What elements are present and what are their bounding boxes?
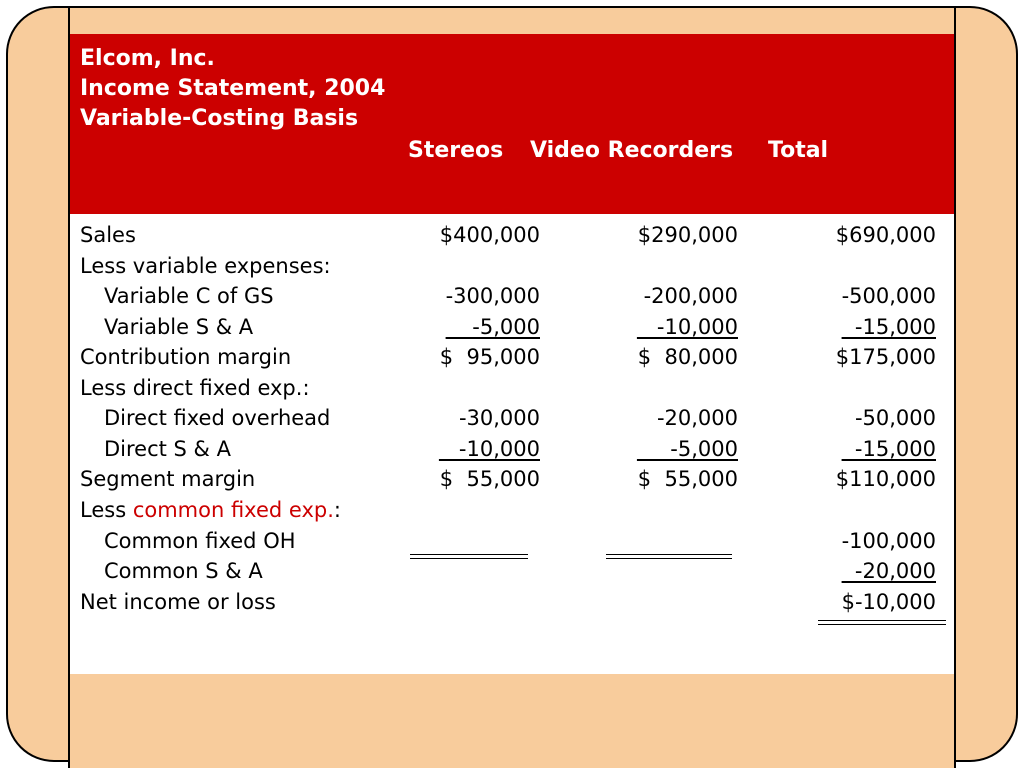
- total-value: -500,000: [841, 284, 936, 308]
- common-fixed-exp-highlight: common fixed exp.: [132, 498, 334, 522]
- total-double-rule: [818, 620, 946, 625]
- total-value: $-10,000: [841, 590, 936, 614]
- row-net-income: [70, 587, 954, 618]
- row-label: Segment margin: [80, 467, 256, 491]
- column-header-total: Total: [768, 138, 829, 163]
- total-value: $175,000: [835, 345, 936, 369]
- video-value: $ 80,000: [637, 345, 738, 369]
- total-value: -100,000: [841, 529, 936, 553]
- row-common-sa: [70, 556, 954, 587]
- row-label: Direct fixed overhead: [104, 406, 331, 430]
- video-double-rule: [606, 554, 732, 559]
- row-direct-sa: [70, 434, 954, 465]
- video-value: -5,000: [636, 437, 738, 461]
- total-value: $110,000: [835, 467, 936, 491]
- total-value: -50,000: [854, 406, 936, 430]
- total-value: -20,000: [841, 559, 936, 583]
- row-label: Direct S & A: [104, 437, 231, 461]
- row-variable-sa: [70, 312, 954, 343]
- total-value: -15,000: [841, 437, 936, 461]
- column-header-video-recorders: Video Recorders: [530, 138, 734, 163]
- row-label: [80, 495, 341, 526]
- label-prefix: Less: [80, 498, 133, 522]
- row-variable-cogs: [70, 281, 954, 312]
- row-label: Sales: [80, 223, 136, 247]
- row-label: Less variable expenses:: [80, 254, 331, 278]
- statement-body: [70, 214, 954, 674]
- stereos-value: $ 95,000: [439, 345, 540, 369]
- row-label: Variable C of GS: [104, 284, 274, 308]
- row-segment-margin: [70, 464, 954, 495]
- stereos-value: -300,000: [445, 284, 540, 308]
- video-value: -200,000: [643, 284, 738, 308]
- column-header-stereos: Stereos: [408, 138, 504, 163]
- video-value: -10,000: [636, 315, 738, 339]
- stereos-value: $400,000: [439, 223, 540, 247]
- row-label: Net income or loss: [80, 590, 276, 614]
- row-label: Less direct fixed exp.:: [80, 376, 310, 400]
- row-label: Variable S & A: [104, 315, 254, 339]
- row-label: Contribution margin: [80, 345, 292, 369]
- row-less-common-fixed: [70, 495, 954, 526]
- stereos-double-rule: [410, 554, 528, 559]
- statement-basis: Variable-Costing Basis: [80, 106, 359, 131]
- row-less-variable-expenses: [70, 251, 954, 282]
- statement-header: [70, 34, 954, 214]
- stereos-value: -10,000: [438, 437, 540, 461]
- video-value: -20,000: [656, 406, 738, 430]
- row-contribution-margin: [70, 342, 954, 373]
- row-less-direct-fixed: [70, 373, 954, 404]
- video-value: $290,000: [637, 223, 738, 247]
- label-suffix: :: [333, 498, 341, 522]
- row-direct-fixed-overhead: [70, 403, 954, 434]
- stereos-value: -5,000: [445, 315, 540, 339]
- total-value: -15,000: [841, 315, 936, 339]
- stereos-value: -30,000: [458, 406, 540, 430]
- total-value: $690,000: [835, 223, 936, 247]
- row-label: Common S & A: [104, 559, 263, 583]
- company-name: Elcom, Inc.: [80, 46, 215, 71]
- row-sales: [70, 220, 954, 251]
- row-label: Common fixed OH: [104, 529, 296, 553]
- row-common-fixed-oh: [70, 526, 954, 557]
- statement-title: Income Statement, 2004: [80, 76, 386, 101]
- video-value: $ 55,000: [637, 467, 738, 491]
- stereos-value: $ 55,000: [439, 467, 540, 491]
